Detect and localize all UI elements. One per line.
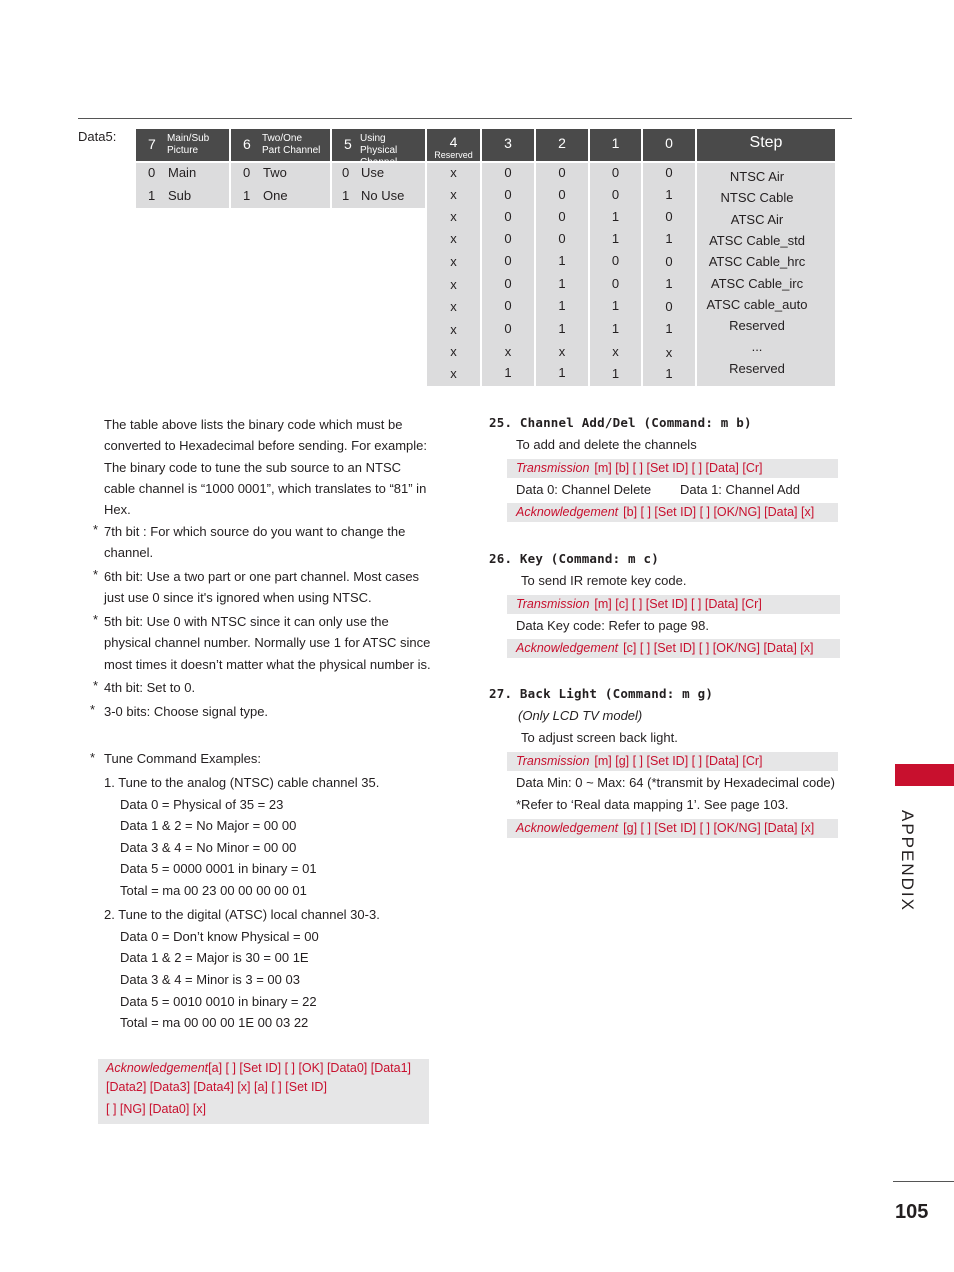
table-cell: x (504, 344, 512, 359)
bit5-val: 0 (342, 165, 350, 180)
table-cell: 0 (504, 298, 512, 313)
bit6-text: One (263, 188, 288, 203)
table-cell: 0 (665, 254, 673, 269)
table-cell: 1 (504, 365, 512, 380)
header-bit2: 2 (536, 129, 588, 161)
table-cell: x (450, 322, 457, 337)
header-num: 5 (344, 136, 352, 152)
section-26-title: 26. Key (Command: m c) (489, 551, 659, 566)
header-bit6 (231, 129, 330, 161)
header-label: Using Physical (360, 133, 398, 156)
table-cell: 0 (558, 231, 566, 246)
step-cell: ATSC Cable_std (709, 233, 805, 248)
table-cell: 1 (665, 276, 673, 291)
header-bit4 (427, 129, 480, 161)
bit7-text: Sub (168, 188, 192, 203)
bit7-val: 1 (148, 188, 156, 203)
page-number-rule (893, 1181, 954, 1182)
table-cell: 0 (611, 187, 620, 202)
bit6-val: 1 (243, 188, 251, 203)
table-cell: x (450, 254, 457, 269)
table-cell: 0 (558, 209, 566, 224)
table-cell: 0 (504, 253, 512, 268)
table-cell: x (450, 277, 457, 292)
note-bit6: 6th bit: Use a two part or one part channel. Most cases just use 0 since it's ignored when using NTSC. (104, 569, 420, 606)
appendix-label: APPENDIX (898, 810, 917, 912)
section-26-data: Data Key code: Refer to page 98. (516, 618, 709, 633)
bit5-text: Use (361, 165, 385, 180)
table-cell: 1 (611, 298, 620, 313)
header-bit7 (136, 129, 229, 161)
section-25-acknowledgement: Acknowledgement [b] [ ] [Set ID] [ ] [OK/NG] [Data] [x] (507, 503, 838, 522)
section-27-acknowledgement: Acknowledgement [g] [ ] [Set ID] [ ] [OK/NG] [Data] [x] (507, 819, 838, 838)
note-bit7: 7th bit : For which source do you want to change the channel. (104, 524, 406, 561)
table-cell: 1 (611, 366, 620, 381)
section-25-title: 25. Channel Add/Del (Command: m b) (489, 415, 752, 430)
table-cell: 0 (611, 165, 620, 180)
table-cell: 0 (665, 165, 673, 180)
bullet-star: * (93, 678, 99, 693)
table-cell: x (450, 187, 457, 202)
bullet-star: * (90, 750, 96, 765)
table-cell: x (450, 231, 457, 246)
header-bit0: 0 (643, 129, 695, 161)
table-cell: 0 (504, 187, 512, 202)
table-cell: x (450, 209, 457, 224)
header-num: 4 (449, 134, 458, 150)
example2-line: Data 5 = 0010 0010 in binary = 22 (120, 994, 317, 1009)
table-cell: x (558, 344, 566, 359)
table-cell: 1 (665, 187, 673, 202)
example2-line: Data 1 & 2 = Major is 30 = 00 1E (120, 950, 309, 965)
table-cell: 0 (504, 321, 512, 336)
header-bit1: 1 (590, 129, 641, 161)
table-cell: 1 (558, 253, 566, 268)
step-cell: ATSC cable_auto (706, 297, 808, 312)
top-rule (78, 118, 852, 119)
section-27-transmission: Transmission [m] [g] [ ] [Set ID] [ ] [Data] [Cr] (507, 752, 838, 771)
table-cell: 1 (665, 321, 673, 336)
bullet-star: * (93, 567, 99, 582)
table-cell: x (450, 344, 457, 359)
header-label: Main/Sub Picture (167, 133, 210, 156)
tune-title: Tune Command Examples: (104, 751, 262, 766)
appendix-tab (895, 764, 954, 786)
table-cell: x (450, 299, 457, 314)
table-cell: 0 (558, 165, 566, 180)
table-cell: 0 (611, 276, 620, 291)
step-cell: Reserved (729, 361, 785, 376)
header-bit5 (332, 129, 425, 161)
section-25-desc: To add and delete the channels (516, 437, 697, 452)
step-cell: ATSC Air (730, 212, 784, 227)
table-cell: x (450, 165, 457, 180)
note-bits3-0: 3-0 bits: Choose signal type. (104, 704, 269, 719)
step-cell: NTSC Cable (720, 190, 794, 205)
section-27-data: Data Min: 0 ~ Max: 64 (*transmit by Hexadecimal code) (516, 775, 835, 790)
page-number: 105 (895, 1201, 929, 1223)
example2-line: Total = ma 00 00 00 1E 00 03 22 (120, 1015, 309, 1030)
note-bit4: 4th bit: Set to 0. (104, 680, 196, 695)
header-step: Step (697, 129, 835, 161)
example1-title: 1. Tune to the analog (NTSC) cable channel 35. (104, 775, 380, 790)
step-cell: ATSC Cable_irc (710, 276, 804, 291)
section-27-desc: To adjust screen back light. (521, 730, 678, 745)
example2-line: Data 0 = Don’t know Physical = 00 (120, 929, 319, 944)
ack-line: Acknowledgement[a] [ ] [Set ID] [ ] [OK] [Data0] [Data1] (106, 1061, 412, 1075)
table-cell: 0 (504, 231, 512, 246)
table-cell: 1 (611, 321, 620, 336)
section-26-acknowledgement: Acknowledgement [c] [ ] [Set ID] [ ] [OK/NG] [Data] [x] (507, 639, 840, 658)
section-27-model: (Only LCD TV model) (518, 708, 643, 723)
section-25-data0: Data 0: Channel Delete (516, 482, 652, 497)
example1-line: Data 0 = Physical of 35 = 23 (120, 797, 284, 812)
ack-line: [Data2] [Data3] [Data4] [x] [a] [ ] [Set ID] (106, 1080, 327, 1094)
table-cell: 1 (611, 231, 620, 246)
section-25-data1: Data 1: Channel Add (680, 482, 800, 497)
table-cell: x (612, 344, 619, 359)
step-cell: ... (751, 339, 763, 354)
step-cell: NTSC Air (729, 169, 785, 184)
table-cell: 1 (558, 298, 566, 313)
ack-line: [ ] [NG] [Data0] [x] (106, 1102, 207, 1116)
bit6-text: Two (263, 165, 287, 180)
example2-title: 2. Tune to the digital (ATSC) local channel 30-3. (104, 907, 380, 922)
table-cell: 1 (665, 231, 673, 246)
table-cell: 1 (558, 276, 566, 291)
table-cell: 0 (665, 209, 673, 224)
table-cell: 0 (558, 187, 566, 202)
header-num: 6 (243, 136, 251, 152)
table-cell: x (450, 366, 457, 381)
bit7-val: 0 (148, 165, 156, 180)
bullet-star: * (90, 702, 96, 717)
table-cell: 1 (558, 321, 566, 336)
example1-line: Data 3 & 4 = No Minor = 00 00 (120, 840, 297, 855)
intro-paragraph: The table above lists the binary code which must be converted to Hexadecimal before sending. For example: The binary code to tune the sub source to an NTSC cable channel is “1000 0001”, which translates to “81” in Hex. (104, 417, 428, 518)
table-cell: 1 (611, 209, 620, 224)
section-27-title: 27. Back Light (Command: m g) (489, 686, 714, 701)
table-cell: 0 (611, 253, 620, 268)
table-cell: x (665, 345, 673, 360)
table-cell: 0 (504, 276, 512, 291)
data5-label: Data5: (78, 129, 117, 144)
example2-line: Data 3 & 4 = Minor is 3 = 00 03 (120, 972, 300, 987)
bit5-text: No Use (361, 188, 405, 203)
bit6-val: 0 (243, 165, 251, 180)
table-cell: 0 (504, 209, 512, 224)
section-26-desc: To send IR remote key code. (521, 573, 687, 588)
bullet-star: * (93, 612, 99, 627)
section-25-transmission: Transmission [m] [b] [ ] [Set ID] [ ] [Data] [Cr] (507, 459, 838, 478)
acknowledgement-box (98, 1059, 429, 1124)
step-cell: Reserved (729, 318, 785, 333)
note-bit5: 5th bit: Use 0 with NTSC since it can only use the physical channel number. Normally use 1 for ATSC since most times it doesn’t matter what the physical number is. (104, 614, 431, 672)
bit7-text: Main (168, 165, 197, 180)
header-sub: Reserved (434, 150, 473, 160)
header-num: 7 (148, 136, 156, 152)
table-cell: 1 (558, 365, 566, 380)
example1-line: Data 5 = 0000 0001 in binary = 01 (120, 861, 317, 876)
table-cell: 0 (504, 165, 512, 180)
section-26-transmission: Transmission [m] [c] [ ] [Set ID] [ ] [Data] [Cr] (507, 595, 840, 614)
header-label: Two/One Part Channel (262, 133, 321, 156)
table-cell: 0 (665, 299, 673, 314)
table-cell: 1 (665, 366, 673, 381)
example1-line: Data 1 & 2 = No Major = 00 00 (120, 818, 297, 833)
step-cell: ATSC Cable_hrc (708, 254, 806, 269)
section-27-ref: *Refer to ‘Real data mapping 1’. See page 103. (516, 797, 789, 812)
bit5-val: 1 (342, 188, 350, 203)
example1-line: Total = ma 00 23 00 00 00 00 01 (120, 883, 307, 898)
bullet-star: * (93, 522, 99, 537)
header-bit3: 3 (482, 129, 534, 161)
